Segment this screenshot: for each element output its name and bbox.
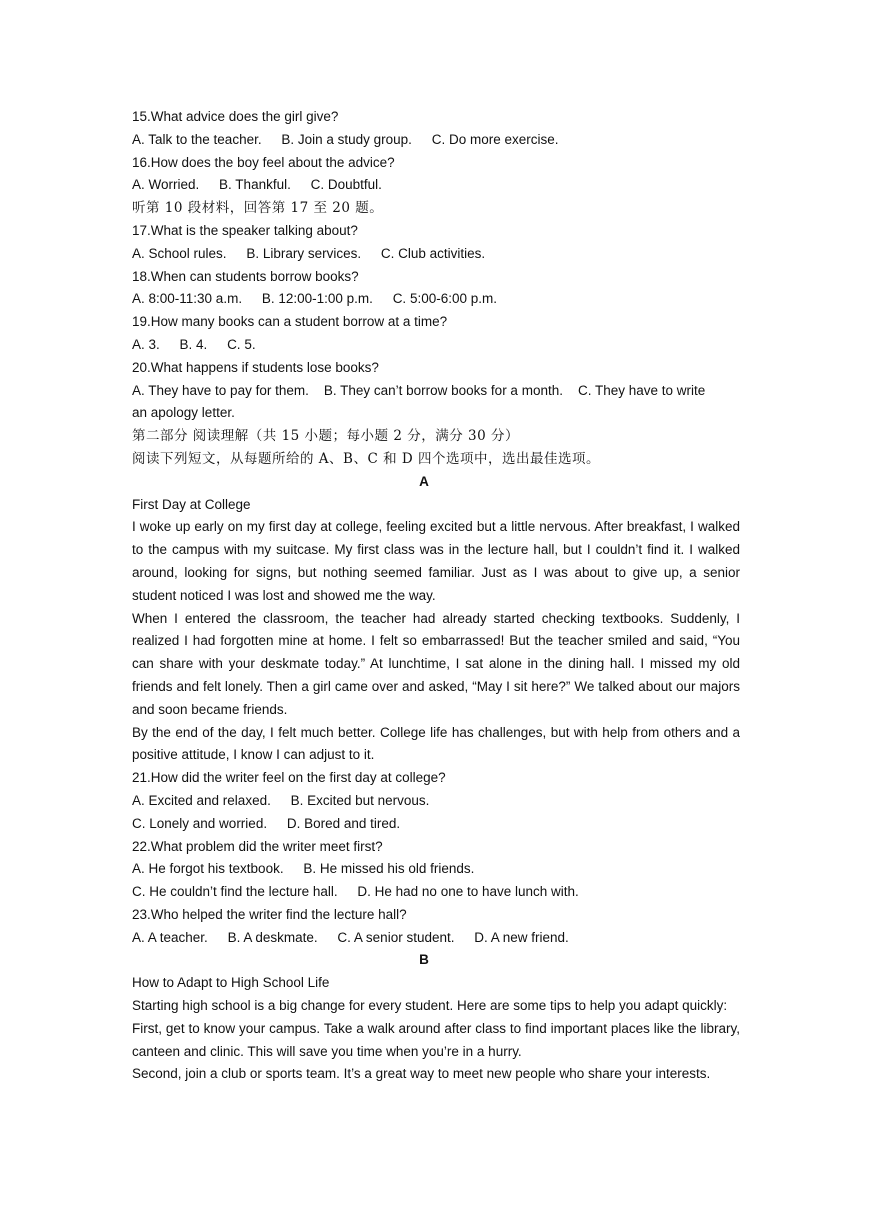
section-10-instruction: 听第 10 段材料，回答第 17 至 20 题。	[132, 200, 384, 217]
question-18-options	[132, 288, 740, 311]
question-21-options-row-1	[132, 790, 740, 813]
option-b: B. Library services.	[246, 245, 362, 261]
option-a: A. 8:00-11:30 a.m.	[132, 291, 243, 307]
option-a: A. Excited and relaxed.	[132, 792, 271, 808]
option-a: A. School rules.	[132, 245, 227, 261]
question-17-stem: 17.What is the speaker talking about?	[132, 222, 358, 238]
question-21-stem: 21.How did the writer feel on the first day at college?	[132, 770, 446, 786]
option-a: A. Talk to the teacher.	[132, 131, 262, 147]
option-a: A. A teacher.	[132, 929, 208, 945]
option-c: C. Doubtful.	[310, 177, 382, 193]
option-d: D. Bored and tired.	[286, 815, 401, 831]
option-c: C. 5:00-6:00 p.m.	[392, 291, 497, 307]
question-15-stem: 15.What advice does the girl give?	[132, 109, 339, 124]
reading-part-heading: 第二部分 阅读理解（共 15 小题；每小题 2 分，满分 30 分）	[132, 428, 519, 445]
question-15-options	[132, 129, 740, 152]
reading-instruction: 阅读下列短文，从每题所给的 A、B、C 和 D 四个选项中，选出最佳选项。	[132, 450, 600, 467]
option-c: C. A senior student.	[337, 929, 455, 945]
question-21-options-row-2	[132, 813, 740, 836]
question-23-stem: 23.Who helped the writer find the lecture hall?	[132, 906, 407, 922]
option-b: B. Join a study group.	[281, 131, 412, 147]
option-c: C. Lonely and worried.	[132, 815, 268, 831]
passage-a-letter: A	[419, 473, 429, 489]
passage-b-paragraph-3: Second, join a club or sports team. It’s a great way to meet new people who share your interests.	[132, 1066, 711, 1082]
passage-a-title: First Day at College	[132, 496, 251, 512]
passage-a-paragraph-1: I woke up early on my first day at college, feeling excited but a little nervous. After breakfast, I walked to the campus with my suitcase. My first class was in the lecture hall, but I couldn’t find it. I walked around, looking for signs, but nothing seemed familiar. Just as I was about to give up, a senior student noticed I was lost and showed me the way.	[132, 519, 740, 603]
question-23-options	[132, 927, 740, 950]
option-d: D. A new friend.	[474, 929, 569, 945]
question-16-options	[132, 174, 740, 197]
question-22-options-row-1	[132, 858, 740, 881]
option-c: C. Do more exercise.	[431, 131, 559, 147]
option-b: B. Thankful.	[219, 177, 291, 193]
question-20-options-line-1: A. They have to pay for them. B. They can’t borrow books for a month. C. They have to write	[132, 382, 706, 398]
option-b: B. A deskmate.	[227, 929, 318, 945]
passage-a-paragraph-2: When I entered the classroom, the teacher had already started checking textbooks. Suddenly, I realized I had forgotten mine at home. I felt so embarrassed! But the teacher smiled and said, “You can share with your deskmate today.” At lunchtime, I sat alone in the dining hall. I missed my old friends and felt lonely. Then a girl came over and asked, “May I sit here?” We talked about our majors and soon became friends.	[132, 610, 740, 717]
option-a: A. Worried.	[132, 177, 200, 193]
option-b: B. Excited but nervous.	[290, 792, 430, 808]
option-d: D. He had no one to have lunch with.	[357, 884, 579, 900]
option-c: C. Club activities.	[380, 245, 486, 261]
passage-b-title: How to Adapt to High School Life	[132, 975, 330, 991]
option-c: C. 5.	[227, 336, 256, 352]
passage-a-paragraph-3: By the end of the day, I felt much better. College life has challenges, but with help from others and a positive attitude, I know I can adjust to it.	[132, 724, 740, 763]
question-19-stem: 19.How many books can a student borrow at a time?	[132, 314, 448, 330]
passage-b-letter: B	[419, 952, 429, 968]
question-22-stem: 22.What problem did the writer meet first?	[132, 838, 383, 854]
question-18-stem: 18.When can students borrow books?	[132, 268, 359, 284]
option-c: C. He couldn’t find the lecture hall.	[132, 884, 338, 900]
option-b: B. 12:00-1:00 p.m.	[261, 291, 373, 307]
question-22-options-row-2	[132, 881, 740, 904]
question-19-options	[132, 334, 740, 357]
option-b: B. He missed his old friends.	[303, 861, 475, 877]
passage-b-paragraph-2: First, get to know your campus. Take a walk around after class to find important places like the library, canteen and clinic. This will save you time when you’re in a hurry.	[132, 1020, 740, 1059]
question-16-stem: 16.How does the boy feel about the advice?	[132, 154, 395, 170]
option-a: A. 3.	[132, 336, 160, 352]
option-b: B. 4.	[179, 336, 208, 352]
option-a: A. He forgot his textbook.	[132, 861, 284, 877]
exam-page	[132, 106, 740, 1086]
question-17-options	[132, 243, 740, 266]
question-20-options-line-2: an apology letter.	[132, 405, 235, 421]
question-20-stem: 20.What happens if students lose books?	[132, 359, 379, 375]
passage-b-paragraph-1: Starting high school is a big change for every student. Here are some tips to help you adapt quickly:	[132, 998, 728, 1014]
